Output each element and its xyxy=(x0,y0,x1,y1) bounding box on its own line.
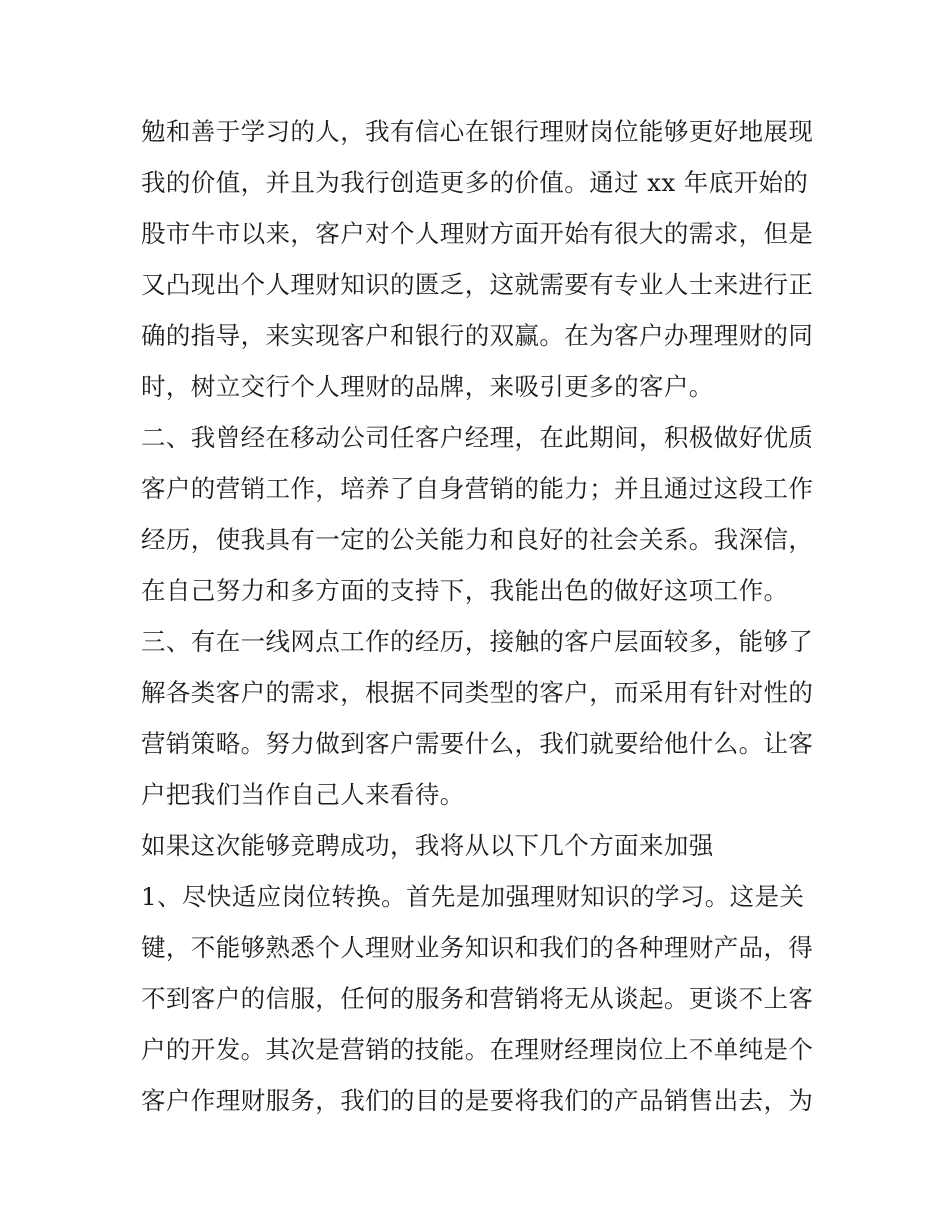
text-line: 客户的营销工作，培养了自身营销的能力；并且通过这段工作 xyxy=(141,474,814,503)
text-line: 营销策略。努力做到客户需要什么，我们就要给他什么。让客 xyxy=(141,729,814,758)
text-line: 解各类客户的需求，根据不同类型的客户，而采用有针对性的 xyxy=(141,678,814,707)
text-line: 又凸现出个人理财知识的匮乏，这就需要有专业人士来进行正 xyxy=(141,270,814,299)
text-line: 在自己努力和多方面的支持下，我能出色的做好这项工作。 xyxy=(141,576,789,605)
text-line: 股市牛市以来，客户对个人理财方面开始有很大的需求，但是 xyxy=(141,219,814,248)
text-line: 不到客户的信服，任何的服务和营销将无从谈起。更谈不上客 xyxy=(141,984,814,1013)
text-line: 如果这次能够竞聘成功，我将从以下几个方面来加强 xyxy=(141,831,714,860)
text-line: 经历，使我具有一定的公关能力和良好的社会关系。我深信， xyxy=(141,525,814,554)
text-line: 客户作理财服务，我们的目的是要将我们的产品销售出去，为 xyxy=(141,1086,814,1115)
text-line: 三、有在一线网点工作的经历，接触的客户层面较多，能够了 xyxy=(141,627,814,656)
text-line: 户把我们当作自己人来看待。 xyxy=(141,780,465,809)
text-line: 户的开发。其次是营销的技能。在理财经理岗位上不单纯是个 xyxy=(141,1035,814,1064)
document-body xyxy=(141,106,821,1126)
text-line: 键，不能够熟悉个人理财业务知识和我们的各种理财产品，得 xyxy=(141,933,814,962)
text-line: 时，树立交行个人理财的品牌，来吸引更多的客户。 xyxy=(141,372,714,401)
text-line: 我的价值，并且为我行创造更多的价值。通过 xx 年底开始的 xyxy=(141,168,809,197)
text-line: 勉和善于学习的人，我有信心在银行理财岗位能够更好地展现 xyxy=(141,117,814,146)
text-line: 二、我曾经在移动公司任客户经理，在此期间，积极做好优质 xyxy=(141,423,814,452)
text-line: 1、尽快适应岗位转换。首先是加强理财知识的学习。这是关 xyxy=(141,882,805,911)
text-line: 确的指导，来实现客户和银行的双赢。在为客户办理理财的同 xyxy=(141,321,814,350)
